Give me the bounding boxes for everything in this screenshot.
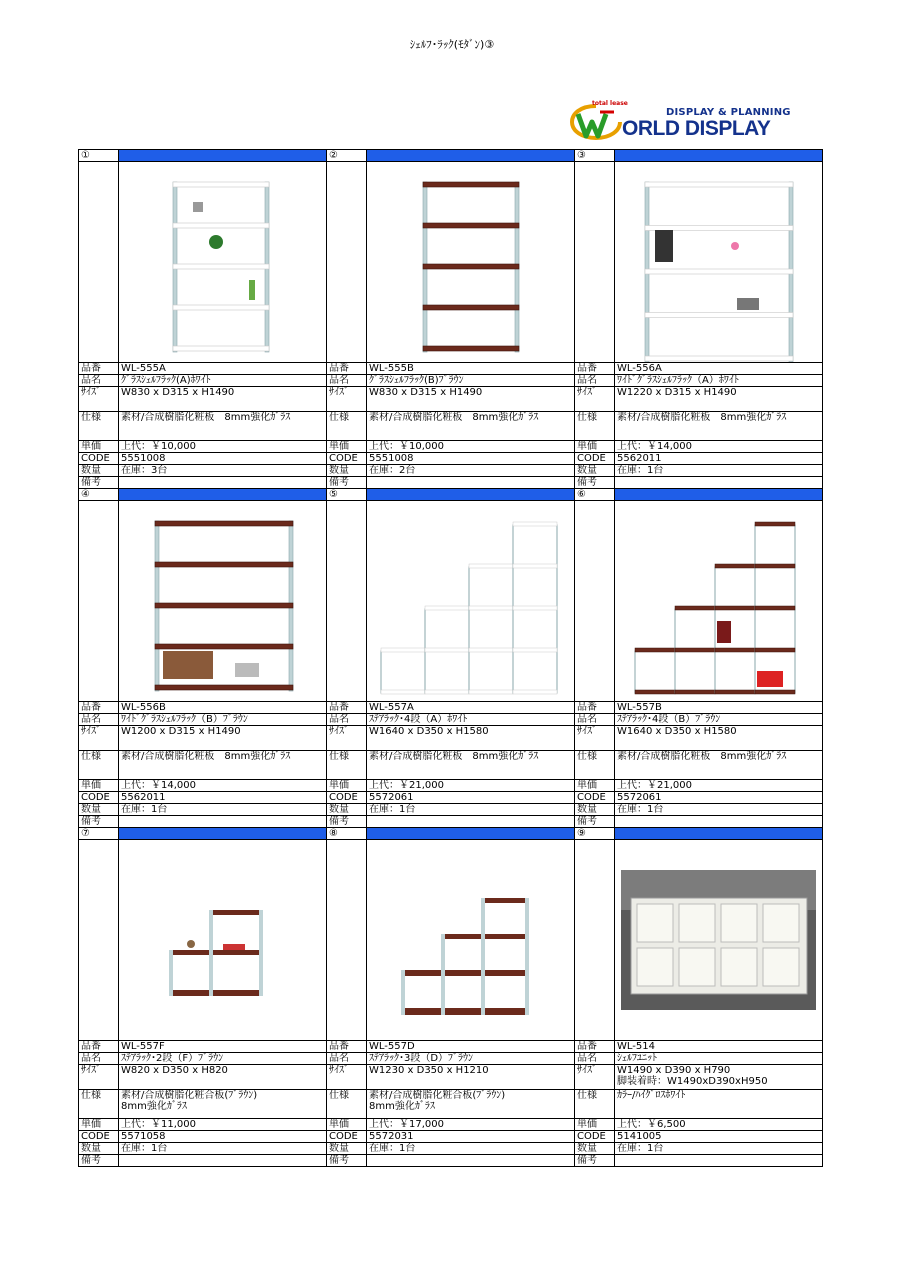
label-size: ｻｲｽﾞ (575, 387, 615, 412)
value-size (119, 1065, 327, 1090)
product-image (615, 840, 823, 1041)
product-header-row (79, 150, 823, 162)
label-qty: 数量 (79, 465, 119, 477)
label-price: 単価 (327, 441, 367, 453)
size-line-1: W1640 x D350 x H1580 (369, 726, 489, 737)
value-qty: 在庫：1台 (119, 804, 327, 816)
value-qty: 在庫：1台 (367, 1143, 575, 1155)
value-price: 上代：￥10,000 (367, 441, 575, 453)
value-price: 上代：￥6,500 (615, 1119, 823, 1131)
company-logo (570, 100, 800, 144)
value-hinban: WL-557A (367, 702, 575, 714)
label-code: CODE (79, 1131, 119, 1143)
label-code: CODE (327, 453, 367, 465)
field-row-hinmei (79, 375, 823, 387)
product-image (615, 501, 823, 702)
image-side-cell (575, 162, 615, 363)
blue-header-bar (119, 828, 327, 840)
field-row-qty (79, 1143, 823, 1155)
blue-header-bar (615, 828, 823, 840)
product-number: ⑤ (327, 489, 367, 501)
label-qty: 数量 (327, 465, 367, 477)
field-row-code (79, 1131, 823, 1143)
product-number: ② (327, 150, 367, 162)
value-size (119, 726, 327, 751)
label-size: ｻｲｽﾞ (79, 387, 119, 412)
field-row-hinban (79, 363, 823, 375)
label-note: 備考 (327, 816, 367, 828)
label-spec: 仕様 (575, 1090, 615, 1119)
value-hinmei: ﾜｲﾄﾞｸﾞﾗｽｼｪﾙﾌﾗｯｸ（B）ﾌﾞﾗｳﾝ (119, 714, 327, 726)
value-qty: 在庫：2台 (367, 465, 575, 477)
label-qty: 数量 (575, 1143, 615, 1155)
value-code: 5551008 (119, 453, 327, 465)
value-hinmei: ｽﾃｱﾗｯｸ･2段（F）ﾌﾞﾗｳﾝ (119, 1053, 327, 1065)
label-hinban: 品番 (327, 363, 367, 375)
value-qty: 在庫：1台 (615, 804, 823, 816)
value-hinban: WL-557B (615, 702, 823, 714)
image-side-cell (79, 501, 119, 702)
spec-line-1: 素材/合成樹脂化粧板 8mm強化ｶﾞﾗｽ (121, 751, 291, 762)
value-size (367, 387, 575, 412)
value-spec (119, 751, 327, 780)
product-image-row (79, 840, 823, 1041)
image-side-cell (79, 162, 119, 363)
spec-line-1: ｶﾗｰ/ﾊｲｸﾞﾛｽﾎﾜｲﾄ (617, 1090, 686, 1101)
label-spec: 仕様 (327, 751, 367, 780)
field-row-hinmei (79, 714, 823, 726)
value-note (615, 477, 823, 489)
product-image (367, 840, 575, 1041)
label-size: ｻｲｽﾞ (327, 387, 367, 412)
label-size: ｻｲｽﾞ (575, 1065, 615, 1090)
value-hinmei: ｼｪﾙﾌﾕﾆｯﾄ (615, 1053, 823, 1065)
value-size (615, 726, 823, 751)
field-row-note (79, 1155, 823, 1167)
image-side-cell (327, 840, 367, 1041)
value-code: 5562011 (615, 453, 823, 465)
spec-line-1: 素材/合成樹脂化粧板 8mm強化ｶﾞﾗｽ (617, 751, 787, 762)
value-size (615, 1065, 823, 1090)
label-note: 備考 (575, 1155, 615, 1167)
label-note: 備考 (327, 1155, 367, 1167)
blue-header-bar (367, 489, 575, 501)
label-note: 備考 (79, 816, 119, 828)
product-image (367, 162, 575, 363)
size-line-1: W1220 x D315 x H1490 (617, 387, 737, 398)
value-hinmei: ｽﾃｱﾗｯｸ･4段（B）ﾌﾞﾗｳﾝ (615, 714, 823, 726)
logo-w-mark-icon (570, 104, 622, 140)
value-code: 5141005 (615, 1131, 823, 1143)
product-image (615, 162, 823, 363)
label-price: 単価 (575, 780, 615, 792)
value-hinban: WL-556A (615, 363, 823, 375)
product-header-row (79, 489, 823, 501)
value-note (119, 816, 327, 828)
label-price: 単価 (79, 1119, 119, 1131)
logo-small-text: total lease (592, 100, 628, 107)
value-hinban: WL-557D (367, 1041, 575, 1053)
size-line-1: W830 x D315 x H1490 (369, 387, 483, 398)
value-price: 上代：￥21,000 (367, 780, 575, 792)
label-size: ｻｲｽﾞ (327, 726, 367, 751)
value-qty: 在庫：3台 (119, 465, 327, 477)
label-hinban: 品番 (575, 1041, 615, 1053)
label-hinmei: 品名 (79, 1053, 119, 1065)
label-hinban: 品番 (79, 1041, 119, 1053)
field-row-spec (79, 412, 823, 441)
value-hinban: WL-555B (367, 363, 575, 375)
label-code: CODE (327, 1131, 367, 1143)
field-row-hinmei (79, 1053, 823, 1065)
value-price: 上代：￥14,000 (615, 441, 823, 453)
value-spec (119, 412, 327, 441)
label-note: 備考 (79, 477, 119, 489)
value-price: 上代：￥14,000 (119, 780, 327, 792)
size-line-1: W1640 x D350 x H1580 (617, 726, 737, 737)
product-image-row (79, 501, 823, 702)
label-note: 備考 (575, 816, 615, 828)
image-side-cell (575, 501, 615, 702)
value-price: 上代：￥11,000 (119, 1119, 327, 1131)
value-spec (615, 1090, 823, 1119)
label-qty: 数量 (79, 1143, 119, 1155)
value-size (367, 1065, 575, 1090)
value-hinmei: ｸﾞﾗｽｼｪﾙﾌﾗｯｸ(A)ﾎﾜｲﾄ (119, 375, 327, 387)
value-hinmei: ﾜｲﾄﾞｸﾞﾗｽｼｪﾙﾌﾗｯｸ（A）ﾎﾜｲﾄ (615, 375, 823, 387)
field-row-code (79, 792, 823, 804)
product-image-row (79, 162, 823, 363)
value-hinmei: ｽﾃｱﾗｯｸ･4段（A）ﾎﾜｲﾄ (367, 714, 575, 726)
product-number: ③ (575, 150, 615, 162)
label-note: 備考 (575, 477, 615, 489)
label-price: 単価 (575, 1119, 615, 1131)
label-size: ｻｲｽﾞ (79, 726, 119, 751)
field-row-size (79, 387, 823, 412)
label-code: CODE (575, 453, 615, 465)
field-row-note (79, 816, 823, 828)
blue-header-bar (615, 489, 823, 501)
product-number: ① (79, 150, 119, 162)
label-spec: 仕様 (79, 412, 119, 441)
value-note (367, 816, 575, 828)
value-hinban: WL-556B (119, 702, 327, 714)
image-side-cell (327, 162, 367, 363)
spec-line-1: 素材/合成樹脂化粧板 8mm強化ｶﾞﾗｽ (369, 751, 539, 762)
spec-line-1: 素材/合成樹脂化粧合板(ﾌﾞﾗｳﾝ) (369, 1090, 506, 1101)
logo-top-text: DISPLAY & PLANNING (666, 107, 791, 118)
blue-header-bar (615, 150, 823, 162)
spec-line-1: 素材/合成樹脂化粧合板(ﾌﾞﾗｳﾝ) (121, 1090, 258, 1101)
product-image (119, 840, 327, 1041)
label-code: CODE (575, 792, 615, 804)
label-hinmei: 品名 (327, 375, 367, 387)
value-size (119, 387, 327, 412)
value-spec (367, 1090, 575, 1119)
label-note: 備考 (79, 1155, 119, 1167)
product-number: ⑥ (575, 489, 615, 501)
label-spec: 仕様 (575, 751, 615, 780)
value-code: 5572061 (615, 792, 823, 804)
field-row-code (79, 453, 823, 465)
value-hinmei: ｸﾞﾗｽｼｪﾙﾌﾗｯｸ(B)ﾌﾞﾗｳﾝ (367, 375, 575, 387)
value-price: 上代：￥10,000 (119, 441, 327, 453)
label-price: 単価 (79, 441, 119, 453)
value-spec (615, 412, 823, 441)
spec-line-1: 素材/合成樹脂化粧板 8mm強化ｶﾞﾗｽ (617, 412, 787, 423)
value-note (367, 1155, 575, 1167)
product-number: ⑦ (79, 828, 119, 840)
label-note: 備考 (327, 477, 367, 489)
value-note (367, 477, 575, 489)
label-price: 単価 (327, 780, 367, 792)
label-spec: 仕様 (79, 1090, 119, 1119)
logo-main-text: ORLD DISPLAY (622, 117, 771, 140)
size-line-1: W1490 x D390 x H790 (617, 1065, 731, 1076)
product-image (367, 501, 575, 702)
value-code: 5572061 (367, 792, 575, 804)
label-size: ｻｲｽﾞ (327, 1065, 367, 1090)
field-row-spec (79, 1090, 823, 1119)
value-code: 5562011 (119, 792, 327, 804)
value-note (615, 816, 823, 828)
size-line-1: W1230 x D350 x H1210 (369, 1065, 489, 1076)
product-image (119, 162, 327, 363)
image-side-cell (575, 840, 615, 1041)
value-price: 上代：￥17,000 (367, 1119, 575, 1131)
product-header-row (79, 828, 823, 840)
label-hinmei: 品名 (575, 714, 615, 726)
field-row-price (79, 780, 823, 792)
field-row-qty (79, 465, 823, 477)
size-line-1: W820 x D350 x H820 (121, 1065, 228, 1076)
value-note (119, 1155, 327, 1167)
spec-line-1: 素材/合成樹脂化粧板 8mm強化ｶﾞﾗｽ (369, 412, 539, 423)
field-row-price (79, 1119, 823, 1131)
label-code: CODE (327, 792, 367, 804)
value-qty: 在庫：1台 (615, 1143, 823, 1155)
field-row-hinban (79, 1041, 823, 1053)
label-hinban: 品番 (575, 363, 615, 375)
label-hinmei: 品名 (327, 1053, 367, 1065)
value-code: 5571058 (119, 1131, 327, 1143)
spec-line-1: 素材/合成樹脂化粧板 8mm強化ｶﾞﾗｽ (121, 412, 291, 423)
label-hinban: 品番 (327, 1041, 367, 1053)
field-row-note (79, 477, 823, 489)
label-hinban: 品番 (79, 702, 119, 714)
value-note (119, 477, 327, 489)
value-spec (615, 751, 823, 780)
product-number: ④ (79, 489, 119, 501)
value-qty: 在庫：1台 (119, 1143, 327, 1155)
label-size: ｻｲｽﾞ (575, 726, 615, 751)
field-row-size (79, 1065, 823, 1090)
label-hinmei: 品名 (575, 375, 615, 387)
value-size (367, 726, 575, 751)
label-hinmei: 品名 (79, 714, 119, 726)
value-qty: 在庫：1台 (615, 465, 823, 477)
value-code: 5572031 (367, 1131, 575, 1143)
product-number: ⑧ (327, 828, 367, 840)
label-spec: 仕様 (327, 412, 367, 441)
field-row-price (79, 441, 823, 453)
field-row-qty (79, 804, 823, 816)
label-price: 単価 (79, 780, 119, 792)
label-price: 単価 (575, 441, 615, 453)
label-spec: 仕様 (575, 412, 615, 441)
value-qty: 在庫：1台 (367, 804, 575, 816)
label-qty: 数量 (79, 804, 119, 816)
value-note (615, 1155, 823, 1167)
value-hinban: WL-557F (119, 1041, 327, 1053)
label-hinban: 品番 (79, 363, 119, 375)
spec-line-2: 8mm強化ｶﾞﾗｽ (121, 1101, 187, 1112)
field-row-size (79, 726, 823, 751)
product-number: ⑨ (575, 828, 615, 840)
blue-header-bar (367, 828, 575, 840)
blue-header-bar (367, 150, 575, 162)
value-hinmei: ｽﾃｱﾗｯｸ･3段（D）ﾌﾞﾗｳﾝ (367, 1053, 575, 1065)
image-side-cell (79, 840, 119, 1041)
label-qty: 数量 (575, 804, 615, 816)
product-table (78, 149, 823, 1167)
field-row-hinban (79, 702, 823, 714)
value-spec (367, 751, 575, 780)
value-hinban: WL-555A (119, 363, 327, 375)
label-hinban: 品番 (575, 702, 615, 714)
value-spec (119, 1090, 327, 1119)
value-spec (367, 412, 575, 441)
value-hinban: WL-514 (615, 1041, 823, 1053)
size-line-2: 脚装着時：W1490xD390xH950 (617, 1076, 768, 1087)
product-image (119, 501, 327, 702)
page-title: ｼｪﾙﾌ･ﾗｯｸ(ﾓﾀﾞﾝ)③ (409, 38, 495, 51)
value-price: 上代：￥21,000 (615, 780, 823, 792)
value-code: 5551008 (367, 453, 575, 465)
label-spec: 仕様 (327, 1090, 367, 1119)
label-qty: 数量 (327, 1143, 367, 1155)
label-spec: 仕様 (79, 751, 119, 780)
blue-header-bar (119, 489, 327, 501)
label-code: CODE (79, 792, 119, 804)
size-line-1: W830 x D315 x H1490 (121, 387, 235, 398)
label-hinmei: 品名 (575, 1053, 615, 1065)
spec-line-2: 8mm強化ｶﾞﾗｽ (369, 1101, 435, 1112)
label-size: ｻｲｽﾞ (79, 1065, 119, 1090)
label-hinban: 品番 (327, 702, 367, 714)
label-hinmei: 品名 (327, 714, 367, 726)
label-qty: 数量 (327, 804, 367, 816)
label-qty: 数量 (575, 465, 615, 477)
size-line-1: W1200 x D315 x H1490 (121, 726, 241, 737)
label-hinmei: 品名 (79, 375, 119, 387)
label-code: CODE (79, 453, 119, 465)
field-row-spec (79, 751, 823, 780)
blue-header-bar (119, 150, 327, 162)
value-size (615, 387, 823, 412)
label-code: CODE (575, 1131, 615, 1143)
label-price: 単価 (327, 1119, 367, 1131)
image-side-cell (327, 501, 367, 702)
